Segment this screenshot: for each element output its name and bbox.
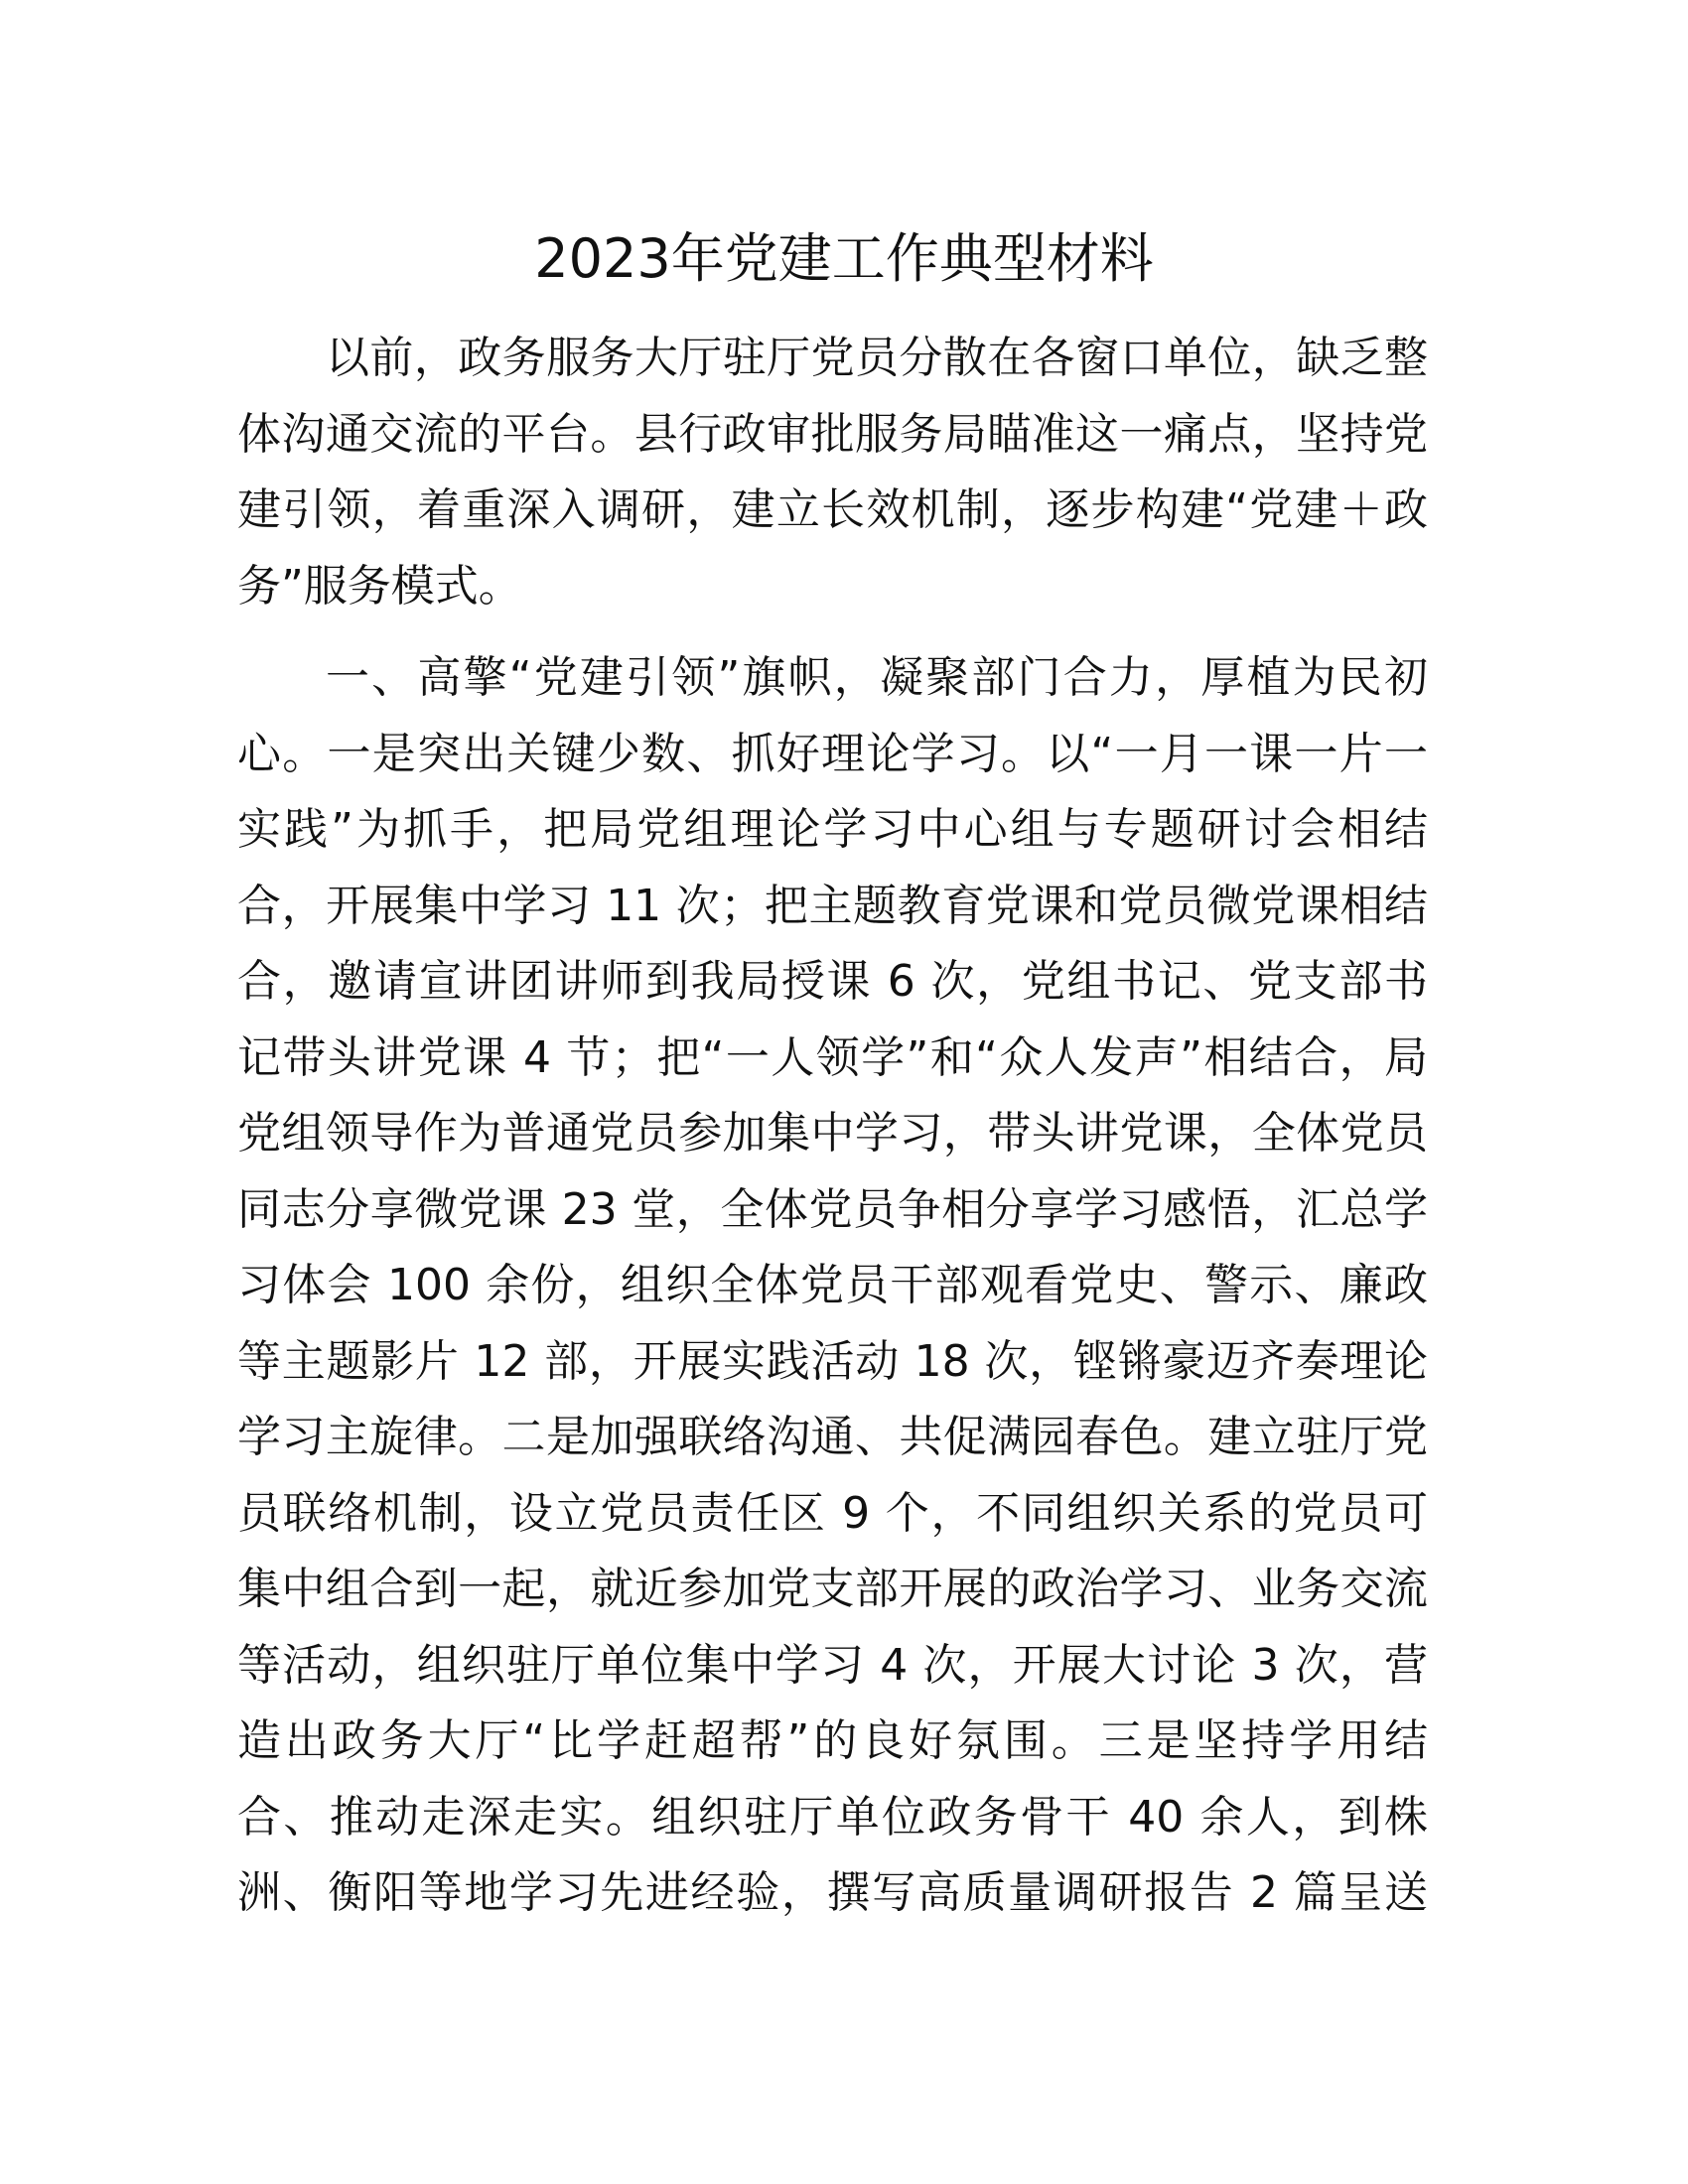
text-line: 记带头讲党课 4 节；把“一人领学”和“众人发声”相结合，局	[237, 1031, 1428, 1083]
text-line: 等主题影片 12 部，开展实践活动 18 次，铿锵豪迈齐奏理论	[237, 1335, 1428, 1387]
text-line: 洲、衡阳等地学习先进经验，撰写高质量调研报告 2 篇呈送	[237, 1867, 1428, 1918]
text-line: 合、推动走深走实。组织驻厅单位政务骨干 40 余人，到株	[237, 1791, 1428, 1843]
text-line: 造出政务大厅“比学赶超帮”的良好氛围。三是坚持学用结	[237, 1715, 1428, 1766]
text-line: 合，邀请宣讲团讲师到我局授课 6 次，党组书记、党支部书	[237, 956, 1428, 1007]
text-line: 员联络机制，设立党员责任区 9 个，不同组织关系的党员可	[237, 1487, 1428, 1539]
text-line: 以前，政务服务大厅驻厅党员分散在各窗口单位，缺乏整	[326, 333, 1428, 383]
text-line: 学习主旋律。二是加强联络沟通、共促满园春色。建立驻厅党	[237, 1412, 1428, 1462]
text-line: 习体会 100 余份，组织全体党员干部观看党史、警示、廉政	[237, 1260, 1428, 1310]
paragraph-section-one	[237, 640, 1428, 1932]
text-line: 合，开展集中学习 11 次；把主题教育党课和党员微党课相结	[237, 880, 1428, 931]
document-title: 2023年党建工作典型材料	[534, 227, 1154, 290]
text-line: 等活动，组织驻厅单位集中学习 4 次，开展大讨论 3 次，营	[237, 1639, 1428, 1691]
text-line: 集中组合到一起，就近参加党支部开展的政治学习、业务交流	[237, 1564, 1428, 1614]
text-line: 建引领，着重深入调研，建立长效机制，逐步构建“党建＋政	[237, 484, 1428, 535]
text-line: 务”服务模式。	[237, 560, 522, 612]
text-line: 心。一是突出关键少数、抓好理论学习。以“一月一课一片一	[237, 728, 1428, 779]
text-line: 实践”为抓手，把局党组理论学习中心组与专题研讨会相结	[237, 804, 1428, 855]
text-line: 一、高擎“党建引领”旗帜，凝聚部门合力，厚植为民初	[326, 652, 1428, 703]
text-line: 体沟通交流的平台。县行政审批服务局瞄准这一痛点，坚持党	[237, 408, 1428, 460]
text-line: 党组领导作为普通党员参加集中学习，带头讲党课，全体党员	[237, 1108, 1428, 1159]
text-line: 同志分享微党课 23 堂，全体党员争相分享学习感悟，汇总学	[237, 1183, 1428, 1235]
paragraph-intro	[237, 321, 1428, 624]
